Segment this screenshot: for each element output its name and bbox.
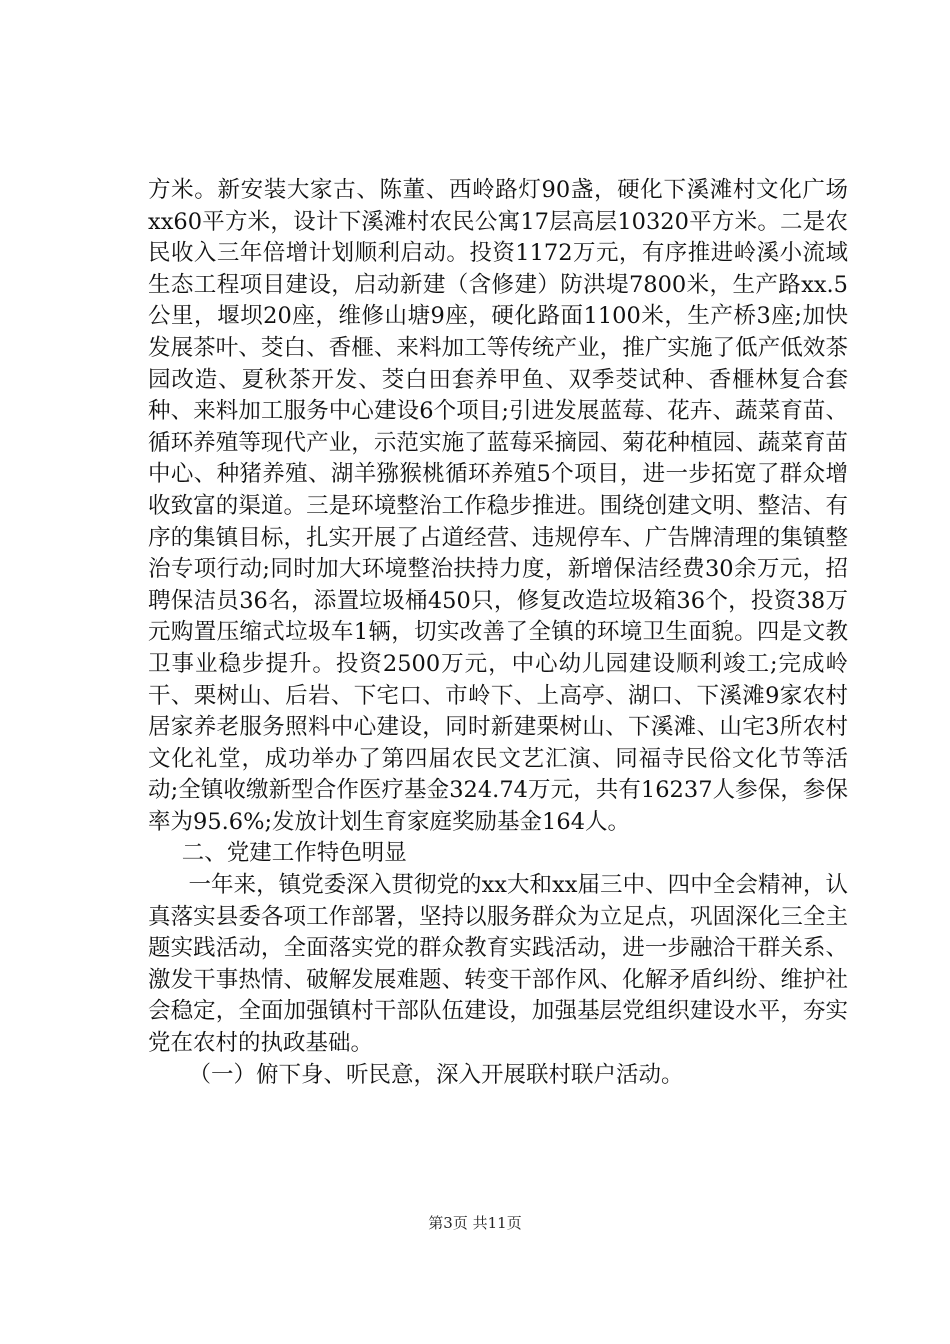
document-body	[148, 175, 848, 1091]
body-paragraph: 方米。新安装大家古、陈董、西岭路灯90盏，硬化下溪滩村文化广场xx60平方米，设计下溪滩村农民公寓17层高层10320平方米。二是农民收入三年倍增计划顺利启动。投资1172万元，有序推进岭溪小流域生态工程项目建设，启动新建（含修建）防洪堤7800米，生产路xx.5公里，堰坝20座，维修山塘9座，硬化路面1100米，生产桥3座;加快发展茶叶、茭白、香榧、来料加工等传统产业，推广实施了低产低效茶园改造、夏秋茶开发、茭白田套养甲鱼、双季茭试种、香榧林复合套种、来料加工服务中心建设6个项目;引进发展蓝莓、花卉、蔬菜育苗、循环养殖等现代产业，示范实施了蓝莓采摘园、菊花种植园、蔬菜育苗中心、种猪养殖、湖羊猕猴桃循环养殖5个项目，进一步拓宽了群众增收致富的渠道。三是环境整治工作稳步推进。围绕创建文明、整洁、有序的集镇目标，扎实开展了占道经营、违规停车、广告牌清理的集镇整治专项行动;同时加大环境整治扶持力度，新增保洁经费30余万元，招聘保洁员36名，添置垃圾桶450只，修复改造垃圾箱36个，投资38万元购置压缩式垃圾车1辆，切实改善了全镇的环境卫生面貌。四是文教卫事业稳步提升。投资2500万元，中心幼儿园建设顺利竣工;完成岭干、栗树山、后岩、下宅口、市岭下、上高亭、湖口、下溪滩9家农村居家养老服务照料中心建设，同时新建栗树山、下溪滩、山宅3所农村文化礼堂，成功举办了第四届农民文艺汇演、同福寺民俗文化节等活动;全镇收缴新型合作医疗基金324.74万元，共有16237人参保，参保率为95.6%;发放计划生育家庭奖励基金164人。	[148, 177, 848, 835]
page-number-footer: 第3页 共11页	[428, 1214, 522, 1232]
subsection-heading: （一）俯下身、听民意，深入开展联村联户活动。	[188, 1061, 684, 1088]
section-heading: 二、党建工作特色明显	[181, 840, 407, 867]
body-paragraph: 一年来，镇党委深入贯彻党的xx大和xx届三中、四中全会精神，认真落实县委各项工作部署，坚持以服务群众为立足点，巩固深化三全主题实践活动，全面落实党的群众教育实践活动，进一步融洽干群关系、激发干事热情、破解发展难题、转变干部作风、化解矛盾纠纷、维护社会稳定，全面加强镇村干部队伍建设，加强基层党组织建设水平，夯实党在农村的执政基础。	[148, 872, 848, 1057]
